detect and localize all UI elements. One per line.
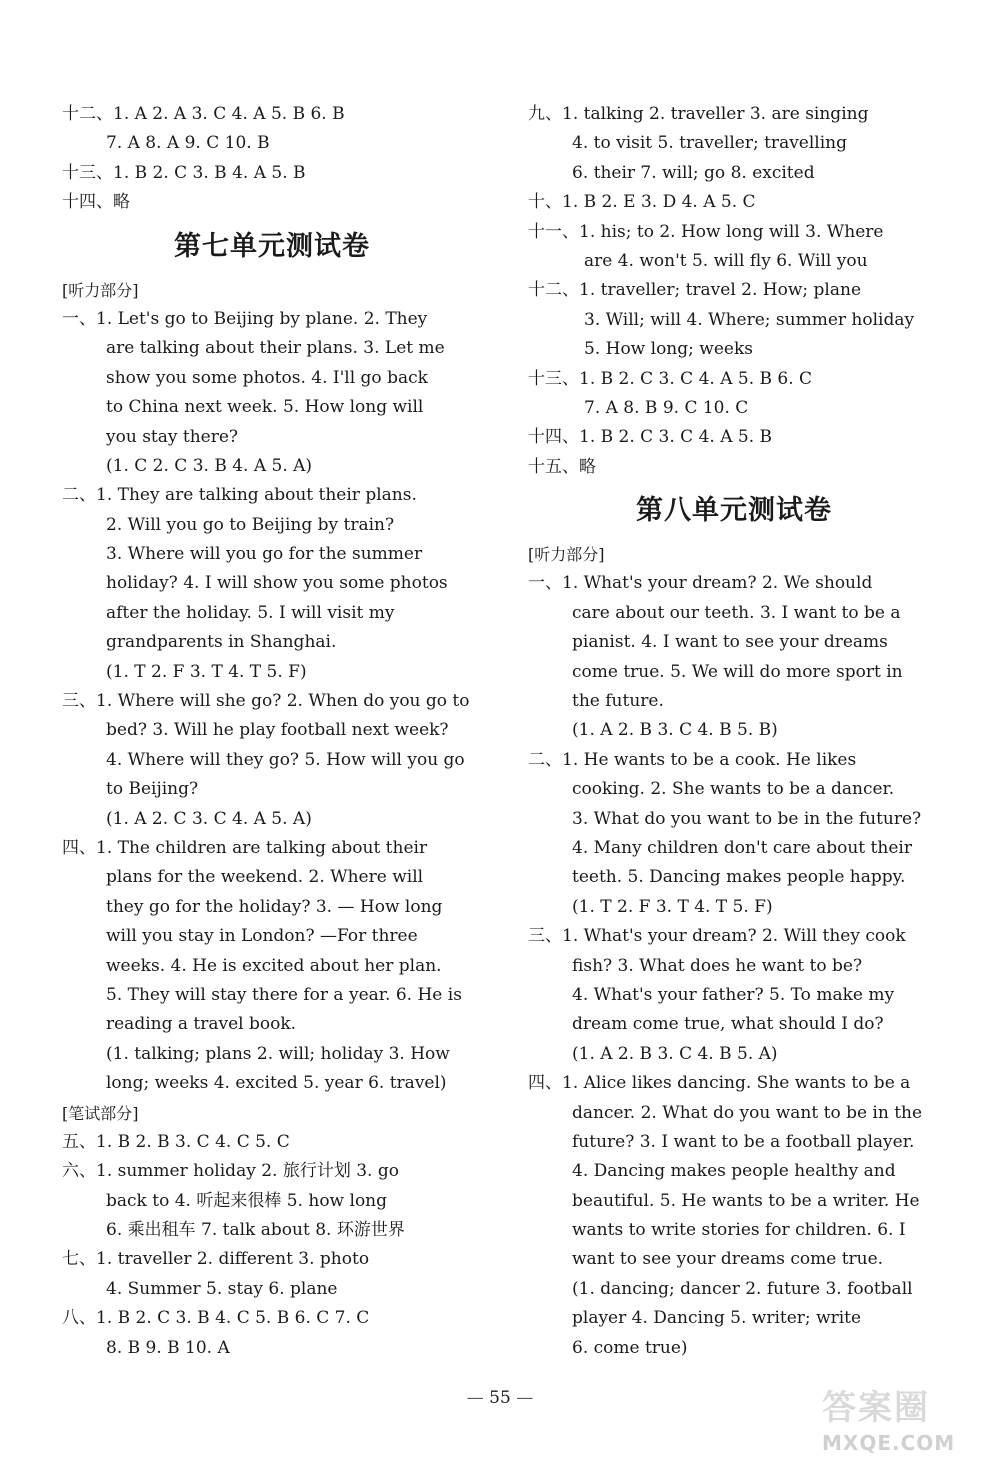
section-label: [听力部分] bbox=[528, 545, 605, 565]
answer-line: 一、1. What's your dream? 2. We should bbox=[528, 573, 873, 594]
right-column bbox=[528, 100, 940, 1363]
answer-line-continued: (1. dancing; dancer 2. future 3. football bbox=[572, 1278, 913, 1299]
answer-line: 九、1. talking 2. traveller 3. are singing bbox=[528, 104, 869, 124]
answer-line-continued: (1. A 2. B 3. C 4. B 5. A) bbox=[572, 1043, 778, 1064]
answer-line: 四、1. Alice likes dancing. She wants to be a bbox=[528, 1073, 911, 1094]
answer-line-continued: 4. Dancing makes people healthy and bbox=[572, 1161, 896, 1182]
watermark-chars: 答案圈 bbox=[822, 1388, 930, 1428]
answer-line-continued: 8. B 9. B 10. A bbox=[106, 1337, 230, 1358]
answer-line-continued: you stay there? bbox=[106, 426, 239, 447]
section-label: [听力部分] bbox=[62, 280, 139, 300]
answer-line-continued: (1. T 2. F 3. T 4. T 5. F) bbox=[572, 896, 773, 917]
answer-line: 一、1. Let's go to Beijing by plane. 2. They bbox=[62, 308, 428, 329]
answer-line-continued: care about our teeth. 3. I want to be a bbox=[572, 602, 901, 623]
answer-line: 十一、1. his; to 2. How long will 3. Where bbox=[528, 221, 884, 242]
answer-line-continued: 3. What do you want to be in the future? bbox=[572, 808, 922, 829]
answer-line-continued: are 4. won't 5. will fly 6. Will you bbox=[584, 250, 868, 271]
answer-line-continued: (1. A 2. B 3. C 4. B 5. B) bbox=[572, 720, 778, 741]
answer-line-continued: to China next week. 5. How long will bbox=[106, 397, 424, 418]
page-number: 55 bbox=[489, 1388, 511, 1408]
page-number-dash-right: — bbox=[516, 1388, 534, 1408]
answer-line-continued: beautiful. 5. He wants to be a writer. He bbox=[572, 1190, 920, 1211]
answer-line-continued: dream come true, what should I do? bbox=[572, 1014, 884, 1035]
answer-line-continued: bed? 3. Will he play football next week? bbox=[106, 720, 449, 741]
answer-line-continued: 3. Will; will 4. Where; summer holiday bbox=[584, 309, 915, 330]
answer-line: 十五、略 bbox=[528, 456, 596, 477]
answer-line-continued: 3. Where will you go for the summer bbox=[106, 544, 423, 565]
answer-line: 十三、1. B 2. C 3. C 4. A 5. B 6. C bbox=[528, 368, 813, 389]
answer-line-continued: grandparents in Shanghai. bbox=[106, 632, 337, 653]
answer-line-continued: 4. What's your father? 5. To make my bbox=[572, 984, 895, 1005]
answer-line: 二、1. They are talking about their plans. bbox=[62, 485, 417, 506]
watermark-logo bbox=[822, 1380, 972, 1458]
answer-line: 十三、1. B 2. C 3. B 4. A 5. B bbox=[62, 162, 306, 183]
answer-line-continued: fish? 3. What does he want to be? bbox=[572, 955, 863, 976]
answer-line-continued: 7. A 8. A 9. C 10. B bbox=[106, 133, 270, 154]
answer-line-continued: (1. A 2. C 3. C 4. A 5. A) bbox=[106, 808, 312, 829]
answer-line-continued: weeks. 4. He is excited about her plan. bbox=[106, 955, 442, 976]
answer-line-continued: reading a travel book. bbox=[106, 1014, 297, 1035]
answer-line-continued: 4. Where will they go? 5. How will you go bbox=[106, 749, 465, 770]
answer-line: 十二、1. A 2. A 3. C 4. A 5. B 6. B bbox=[62, 104, 345, 124]
answer-line-continued: 5. How long; weeks bbox=[584, 339, 753, 360]
answer-line: 五、1. B 2. B 3. C 4. C 5. C bbox=[62, 1131, 290, 1152]
answer-line: 十四、1. B 2. C 3. C 4. A 5. B bbox=[528, 427, 773, 448]
answer-line: 六、1. summer holiday 2. 旅行计划 3. go bbox=[62, 1161, 399, 1182]
answer-line-continued: holiday? 4. I will show you some photos bbox=[106, 573, 448, 594]
answer-line-continued: to Beijing? bbox=[106, 779, 199, 800]
answer-line-continued: plans for the weekend. 2. Where will bbox=[106, 867, 424, 888]
answer-line-continued: the future. bbox=[572, 691, 664, 712]
answer-line-continued: player 4. Dancing 5. writer; write bbox=[572, 1308, 862, 1329]
answer-line-continued: 4. to visit 5. traveller; travelling bbox=[572, 133, 848, 154]
section-label: [笔试部分] bbox=[62, 1103, 139, 1123]
answer-line-continued: 2. Will you go to Beijing by train? bbox=[106, 514, 395, 535]
answer-line: 七、1. traveller 2. different 3. photo bbox=[62, 1249, 370, 1270]
answer-line-continued: come true. 5. We will do more sport in bbox=[572, 661, 903, 682]
answer-line: 十四、略 bbox=[62, 192, 130, 213]
unit-title: 第八单元测试卷 bbox=[636, 495, 832, 527]
answer-line-continued: want to see your dreams come true. bbox=[572, 1249, 884, 1270]
answer-line: 三、1. What's your dream? 2. Will they cook bbox=[528, 926, 906, 947]
answer-line: 十二、1. traveller; travel 2. How; plane bbox=[528, 280, 862, 301]
answer-line: 四、1. The children are talking about their bbox=[62, 837, 428, 858]
left-column bbox=[62, 100, 482, 1363]
answer-line-continued: will you stay in London? —For three bbox=[106, 926, 418, 947]
answer-line-continued: after the holiday. 5. I will visit my bbox=[106, 602, 395, 623]
answer-line-continued: 6. come true) bbox=[572, 1337, 688, 1358]
answer-line-continued: 6. 乘出租车 7. talk about 8. 环游世界 bbox=[106, 1220, 405, 1241]
answer-line-continued: 4. Many children don't care about their bbox=[572, 837, 912, 858]
answer-line-continued: 5. They will stay there for a year. 6. He is bbox=[106, 984, 462, 1005]
answer-line-continued: are talking about their plans. 3. Let me bbox=[106, 338, 445, 359]
answer-line: 三、1. Where will she go? 2. When do you go to bbox=[62, 691, 470, 712]
answer-line-continued: back to 4. 听起来很棒 5. how long bbox=[106, 1190, 388, 1211]
answer-line-continued: cooking. 2. She wants to be a dancer. bbox=[572, 779, 895, 800]
answer-line-continued: teeth. 5. Dancing makes people happy. bbox=[572, 867, 906, 888]
answer-line: 十、1. B 2. E 3. D 4. A 5. C bbox=[528, 192, 756, 213]
unit-title: 第七单元测试卷 bbox=[174, 230, 370, 262]
answer-line: 二、1. He wants to be a cook. He likes bbox=[528, 749, 857, 770]
answer-line-continued: long; weeks 4. excited 5. year 6. travel) bbox=[106, 1073, 447, 1094]
answer-line-continued: dancer. 2. What do you want to be in the bbox=[572, 1102, 923, 1123]
page-number-dash-left: — bbox=[466, 1388, 484, 1408]
answer-line: 八、1. B 2. C 3. B 4. C 5. B 6. C 7. C bbox=[62, 1308, 370, 1329]
watermark-url: MXQE.COM bbox=[822, 1431, 956, 1455]
answer-line-continued: 6. their 7. will; go 8. excited bbox=[572, 162, 815, 183]
answer-line-continued: wants to write stories for children. 6. I bbox=[572, 1220, 906, 1241]
answer-line-continued: 4. Summer 5. stay 6. plane bbox=[106, 1278, 338, 1299]
answer-line-continued: (1. T 2. F 3. T 4. T 5. F) bbox=[106, 661, 307, 682]
answer-line-continued: show you some photos. 4. I'll go back bbox=[106, 367, 428, 388]
answer-line-continued: (1. C 2. C 3. B 4. A 5. A) bbox=[106, 455, 313, 476]
answer-line-continued: they go for the holiday? 3. — How long bbox=[106, 896, 443, 917]
answer-line-continued: pianist. 4. I want to see your dreams bbox=[572, 632, 888, 653]
answer-line-continued: 7. A 8. B 9. C 10. C bbox=[584, 397, 749, 418]
answer-line-continued: future? 3. I want to be a football player. bbox=[572, 1131, 915, 1152]
answer-line-continued: (1. talking; plans 2. will; holiday 3. How bbox=[106, 1043, 450, 1064]
